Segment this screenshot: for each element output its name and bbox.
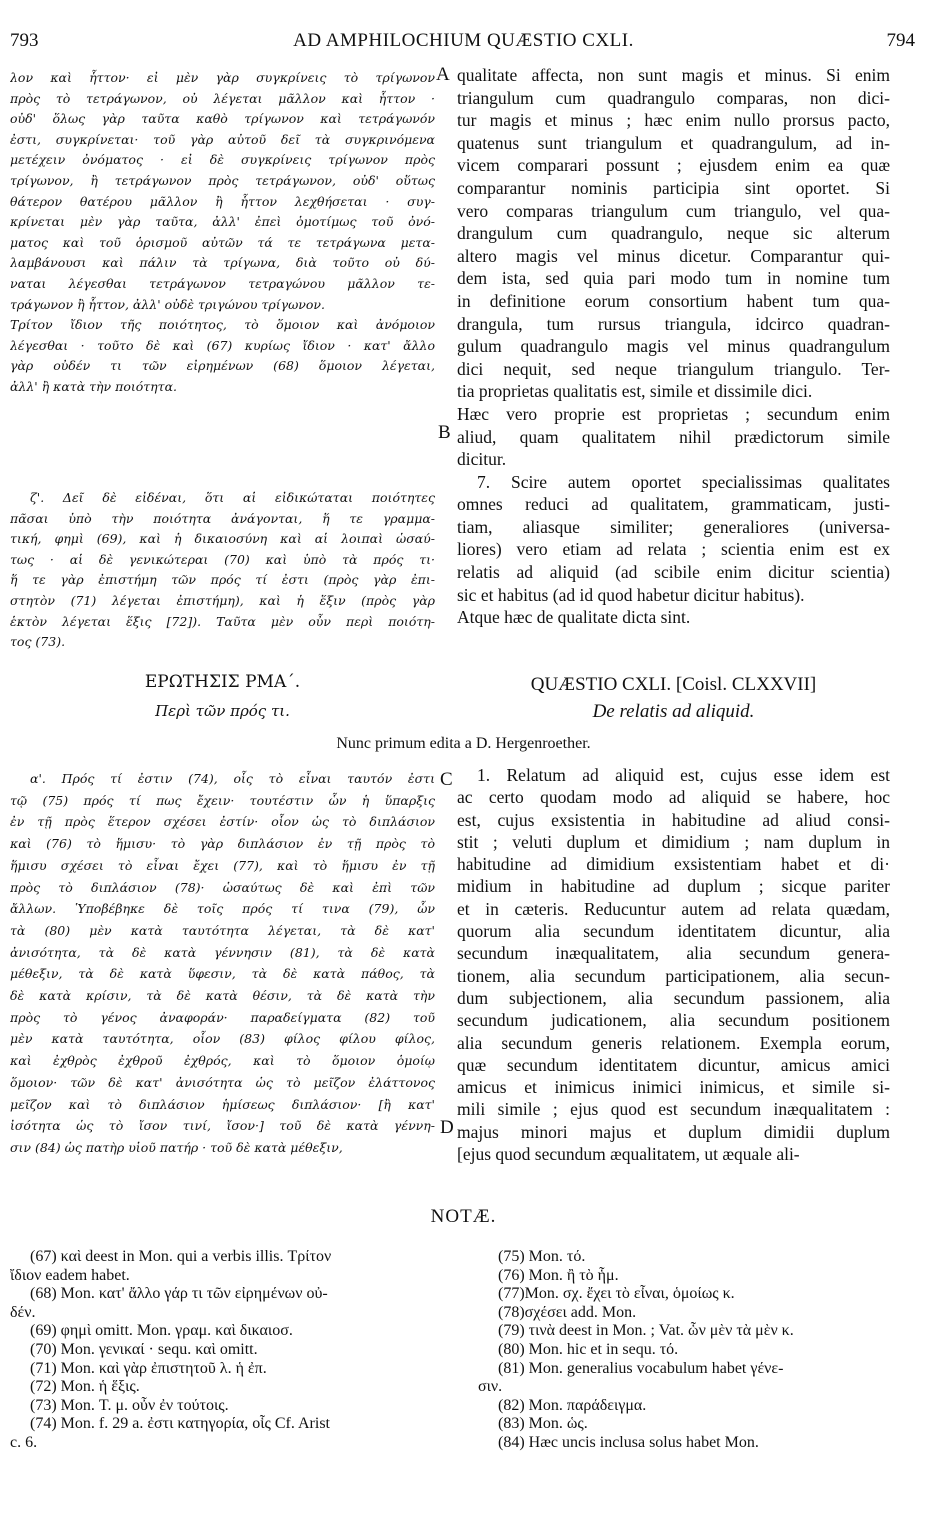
greek-top-line: ἐστι, συγκρίνεται· τοῦ γὰρ αὐτοῦ δεῖ τὰ συγκρινόμενα [10,131,435,147]
latin-question-title-text: QUÆSTIO CXLI. [Coisl. CLXXVII] [530,674,817,695]
greek-mid-line: πᾶσαι ὑπὸ τὴν ποιότητα ἀνάγονται, ἥ τε γραμμα- [10,510,435,526]
greek-question-subtitle: Περὶ τῶν πρός τι. [155,702,290,720]
latin-top-line: Atque hæc de qualitate dicta sint. [457,607,691,628]
latin-text-top [457,64,890,629]
greek-mid-line: ζ'. Δεῖ δὲ εἰδέναι, ὅτι αἱ εἰδικώταται ποιότητες [30,490,435,505]
latin-top-line: tia proprietas qualitatis est, simile et dissimile dici. [457,381,813,402]
note-right-line: σιν. [478,1378,503,1396]
latin-bottom-line: majus minori majus et duplum dimidii duplum [457,1121,890,1142]
note-left-line: (74) Mon. f. 29 a. ἐστι κατηγορία, οἷς Cf. Arist [30,1415,330,1433]
greek-top-line: θάτερον θατέρου μᾶλλον ἢ ἧττον λεχθήσεται · συγ- [10,193,435,209]
latin-bottom-line: amicus et inimicus inimici inimicus, et simile si- [457,1077,890,1098]
greek-bottom-line: ὅμοιον· τῶν δὲ κατ' ἀνισότητα ὡς τὸ μεῖζον ἐλάττονος [10,1074,435,1090]
latin-top-line: tiam, aliasque similiter; generaliores (universa- [457,516,890,537]
notes-right-column [478,1248,890,1453]
latin-text-bottom [457,764,890,1165]
greek-question-title: ΕΡΩΤΗΣΙΣ ΡΜΑ΄. [144,672,301,692]
latin-top-line: tur magis et minus ; hæc enim nullo prorsus pacto, [457,110,890,131]
latin-top-line: omnes reduci ad qualitatem, grammaticam, justi- [457,494,890,515]
latin-top-line: drangulum cum quadrangulo, neque sic alterum [457,223,890,244]
greek-bottom-line: δὲ κατὰ κρίσιν, τὰ δὲ κατὰ θέσιν, τὰ δὲ κατὰ τὴν [10,988,435,1004]
greek-bottom-line: σιν (84) ὡς πατὴρ υἱοῦ πατήρ · τοῦ δὲ κατὰ μέθεξιν, [10,1139,343,1155]
note-left-line: δέν. [10,1303,36,1321]
margin-letter-d: D [440,1117,454,1138]
note-left-line: (68) Mon. κατ' ἄλλο γάρ τι τῶν εἰρημένων οὐ- [30,1285,328,1303]
greek-top-line: λαμβάνουσι καὶ πάλιν τὰ τρίγωνα, διὰ τοῦτο οὐ δύ- [10,255,435,271]
notes-left-column [10,1248,430,1453]
greek-top-line: ναται λέγεσθαι τετράγωνον τετραγώνου μᾶλλον τε- [10,275,435,291]
greek-top-line: Τρίτον ἴδιον τῆς ποιότητος, τὸ ὅμοιον καὶ ἀνόμοιον [10,317,435,333]
greek-top-line: λον καὶ ἧττον· εἰ μὲν γὰρ συγκρίνεις τὸ τρίγωνον [10,70,435,85]
latin-bottom-line: 1. Relatum ad aliquid est, cujus esse idem est [477,765,890,785]
greek-bottom-line: μεῖζον καὶ τὸ διπλάσιον ἡμίσεως διπλάσιον· [ἢ κατ' [10,1096,435,1112]
latin-bottom-line: ac certo quodam modo ad aliquid se habere, hoc [457,787,890,808]
latin-question-subtitle: De relatis ad aliquid. [592,701,755,722]
note-right-line: (81) Mon. generalius vocabulum habet γένε- [498,1359,784,1377]
note-left-line: (69) φημὶ omitt. Mon. γραμ. καὶ δικαιοσ. [30,1322,293,1340]
latin-top-line: triangulum cum quadrangulo comparas, non dici- [457,87,890,108]
greek-bottom-line: μέθεξιν, τὰ δὲ κατὰ ὕφεσιν, τὰ δὲ κατὰ πάθος, τὰ [10,966,435,982]
greek-mid-line: τως · αἱ δὲ γενικώτεραι (70) καὶ ὑπὸ τὰ πρός τι· [10,551,435,567]
greek-top-line: ἀλλ' ἢ κατὰ τὴν ποιότητα. [10,378,178,394]
greek-bottom-line: καὶ ἐχθρὸς ἐχθροῦ ἐχθρός, καὶ τὸ ὅμοιον ὁμοίῳ [10,1053,435,1069]
greek-top-line: ματος καὶ τοῦ ὁρισμοῦ αὐτῶν τά τε τετράγωνα μετα- [10,234,435,250]
greek-top-line: γὰρ οὐδέν τι τῶν εἰρημένων (68) ὅμοιον λέγεται, [10,358,435,374]
latin-question-title [457,674,890,696]
latin-bottom-line: secundum inæqualitatem, alia secundum genera- [457,943,890,964]
latin-top-line: liores) vero etiam ad relata ; scientia enim est ex [457,539,890,560]
greek-bottom-line: τὰ (80) μὲν κατὰ ταυτότητα λέγεται, τὰ δὲ κατ' [10,922,435,938]
note-right-line: (75) Mon. τό. [498,1248,586,1265]
note-right-line: (84) Hæc uncis inclusa solus habet Mon. [498,1433,759,1451]
latin-top-line: relatis ad aliquid (ad scibile enim dicitur scientia) [457,562,890,583]
latin-bottom-line: secundum judicationem, alia secundum positionem [457,1010,890,1031]
greek-bottom-line: πρὸς τὸ διπλάσιον (78)· ὡσαύτως δὲ καὶ ἐπὶ τῶν [10,879,435,895]
latin-top-line: vicem comparari possunt ; ejusdem enim ea quæ [457,155,890,176]
greek-top-line: μετέχειν ὀνόματος · εἰ δὲ συγκρίνεις τρίγωνον πρὸς [10,152,435,168]
greek-mid-line: τική, φημὶ (69), καὶ ἡ δικαιοσύνη καὶ αἱ λοιπαὶ ὡσαύ- [10,531,435,547]
note-right-line: (82) Mon. παράδειγμα. [498,1396,647,1414]
greek-bottom-line: ἥμισυ σχέσει τὸ εἶναι ἔχει (77), καὶ τὸ ἥμισυ ἐν τῇ [10,857,435,873]
greek-top-line: τρίγωνον, ἢ τετράγωνον πρὸς τετράγωνον, οὐδ' οὕτως [10,172,435,188]
margin-letter-c: C [440,769,453,790]
latin-bottom-line: quorum alia secundum identitatem dicuntur, alia [457,921,890,942]
latin-bottom-line: quæ secundum identitatem dicuntur, amicus amici [457,1054,890,1075]
greek-bottom-line: α'. Πρός τί ἐστιν (74), οἷς τὸ εἶναι ταυτόν ἐστι [30,771,435,786]
note-left-line: (67) καὶ deest in Mon. qui a verbis illis. Τρίτον [30,1248,332,1265]
note-left-line: c. 6. [10,1433,38,1451]
greek-top-line: τράγωνον ἢ ἧττον, ἀλλ' οὐδὲ τριγώνου τρίγωνον. [10,296,325,312]
greek-mid-line: ἑκτὸν λέγεται ἕξις [72]). Ταῦτα μὲν οὖν περὶ ποιότη- [10,613,435,629]
greek-top-line: οὐδ' ὅλως γὰρ ταῦτα καθὸ τρίγωνον καὶ τετράγωνόν [10,111,435,127]
note-right-line: (78)σχέσει add. Mon. [498,1303,637,1321]
latin-bottom-line: habitudine ad dimidium exsistentiam habet et di· [457,854,890,875]
note-right-line: (79) τινὰ deest in Mon. ; Vat. ὧν μὲν τὰ μὲν κ. [498,1322,794,1340]
greek-text-top [10,68,435,398]
note-left-line: ἴδιον eadem habet. [10,1266,130,1284]
note-right-line: (77)Mon. σχ. ἔχει τὸ εἶναι, ὁμοίως κ. [498,1285,735,1303]
greek-mid-line: ἥ τε γὰρ ἐπιστήμη τῶν πρός τί ἐστι (πρὸς γὰρ ἐπι- [10,572,435,588]
latin-top-line: aliud, quam qualitatem nihil prædictorum simile [457,426,890,447]
latin-bottom-line: [ejus quod secundum æqualitatem, ut æquale ali- [457,1144,800,1165]
right-page-number: 794 [886,30,915,51]
latin-bottom-line: est, cujus exsistentia in habitudine ad aliud consi- [457,809,890,830]
greek-bottom-line: ἀνισότητα, τὰ δὲ κατὰ γέννησιν (81), τὰ δὲ κατὰ [10,944,435,960]
greek-bottom-line: ἄλλων. Ὑποβέβηκε δὲ τοῖς πρός τί τινα (79), ὧν [10,901,435,917]
latin-bottom-line: mili simile ; ejus quod est secundum inæqualitatem : [457,1099,890,1120]
left-page-number: 793 [10,30,39,51]
greek-bottom-line: καὶ (76) τὸ ἥμισυ· τὸ γὰρ διπλάσιον ἐν τῇ πρὸς τὸ [10,836,435,852]
latin-top-line: vero comparas triangulum cum triangulo, vel qua- [457,200,890,221]
greek-mid-line: στητὸν (71) λέγεται ἐπιστήμη), καὶ ἡ ἕξιν (πρὸς γὰρ [10,592,435,608]
greek-top-line: λέγεσθαι · τοῦτο δὲ καὶ (67) κυρίως ἴδιον · κατ' ἄλλο [10,337,435,353]
greek-text-bottom [10,768,435,1159]
margin-letter-a: A [436,64,450,85]
latin-top-line: Hæc vero proprie est proprietas ; secundum enim [457,403,890,424]
notes-title: NOTÆ. [430,1206,497,1227]
greek-bottom-line: μὲν κατὰ ταυτότητα, οἷον (83) φίλος φίλου φίλος, [10,1031,435,1047]
latin-top-line: gulum quadrangulo magis vel minus quadrangulum [457,336,890,357]
latin-top-line: in definitione eorum consortium habent tum qua- [457,290,890,311]
latin-top-line: sic et habitus (ad id quod habetur dicitur habitus). [457,584,805,605]
latin-top-line: altero magis vel minus dicetur. Comparantur qui- [457,245,890,266]
latin-bottom-line: tionem, alia secundum participationem, alia secun- [457,965,890,986]
note-right-line: (80) Mon. hic et in sequ. τό. [498,1340,679,1358]
latin-top-line: dici nequit, sed neque triangulum triangulo. Ter- [457,358,890,379]
greek-top-line: κρίνεται μὲν γὰρ ταῦτα, ἀλλ' ἐπεὶ ὁμοτίμως τοῦ ὀνό- [10,214,435,230]
latin-bottom-line: alia secundum generis relationem. Exempla eorum, [457,1032,890,1053]
running-title: AD AMPHILOCHIUM QUÆSTIO CXLI. [293,30,634,51]
greek-bottom-line: πρὸς τὸ γένος ἀναφοράν· παραδείγματα (82) τοῦ [10,1009,435,1025]
greek-bottom-line: ἰσότητα ὡς τὸ ἴσον τινί, ἴσον·] τοῦ δὲ κατὰ γέννη- [10,1118,435,1134]
note-left-line: (73) Mon. Τ. μ. οὖν ἐν τούτοις. [30,1396,229,1414]
latin-top-line: dicitur. [457,449,507,470]
latin-bottom-line: dum subjectionem, alia secundum passionem, alia [457,987,890,1008]
greek-top-line: πρὸς τὸ τετράγωνον, οὐ λέγεται μᾶλλον καὶ ἧττον · [10,90,435,106]
greek-text-section-7 [10,488,435,653]
margin-letter-b: B [438,422,451,443]
latin-bottom-line: stit ; veluti duplum et dimidium ; nam duplum in [457,831,890,852]
note-left-line: (71) Mon. καὶ γὰρ ἐπιστητοῦ λ. ἡ ἐπ. [30,1359,267,1377]
note-right-line: (76) Mon. ἢ τὸ ἧμ. [498,1266,619,1284]
greek-mid-line: τος (73). [10,634,66,650]
latin-bottom-line: et in cæteris. Reducuntur autem ad relata quædam, [457,898,890,919]
greek-bottom-line: ἐν τῇ πρὸς ἕτερον σχέσει ἐστίν· οἷον ὡς τὸ διπλάσιον [10,814,435,830]
latin-top-line: drangula, tum rursus triangula, idcirco quadran- [457,313,890,334]
latin-top-line: quatenus sunt triangulum et quadrangulum, ad in- [457,132,890,153]
note-left-line: (72) Mon. ἡ ἕξις. [30,1378,140,1396]
edition-note: Nunc primum edita a D. Hergenroether. [336,735,591,752]
greek-bottom-line: τῷ (75) πρός τί πως ἔχειν· τουτέστιν ὧν ἡ ὕπαρξις [10,792,435,808]
latin-top-line: dem ista, sed quia pari modo tum in nomine tum [457,268,890,289]
note-right-line: (83) Mon. ὡς. [498,1415,588,1433]
latin-top-line: qualitate affecta, non sunt magis et minus. Si enim [457,65,890,85]
latin-top-line: comparantur nominis participia sint oportet. Si [457,177,890,198]
note-left-line: (70) Mon. γενικαί · sequ. καὶ omitt. [30,1340,258,1358]
latin-top-line: 7. Scire autem oportet specialissimas qualitates [477,471,890,492]
latin-bottom-line: midium in habitudine ad duplum ; sicque pariter [457,876,890,897]
